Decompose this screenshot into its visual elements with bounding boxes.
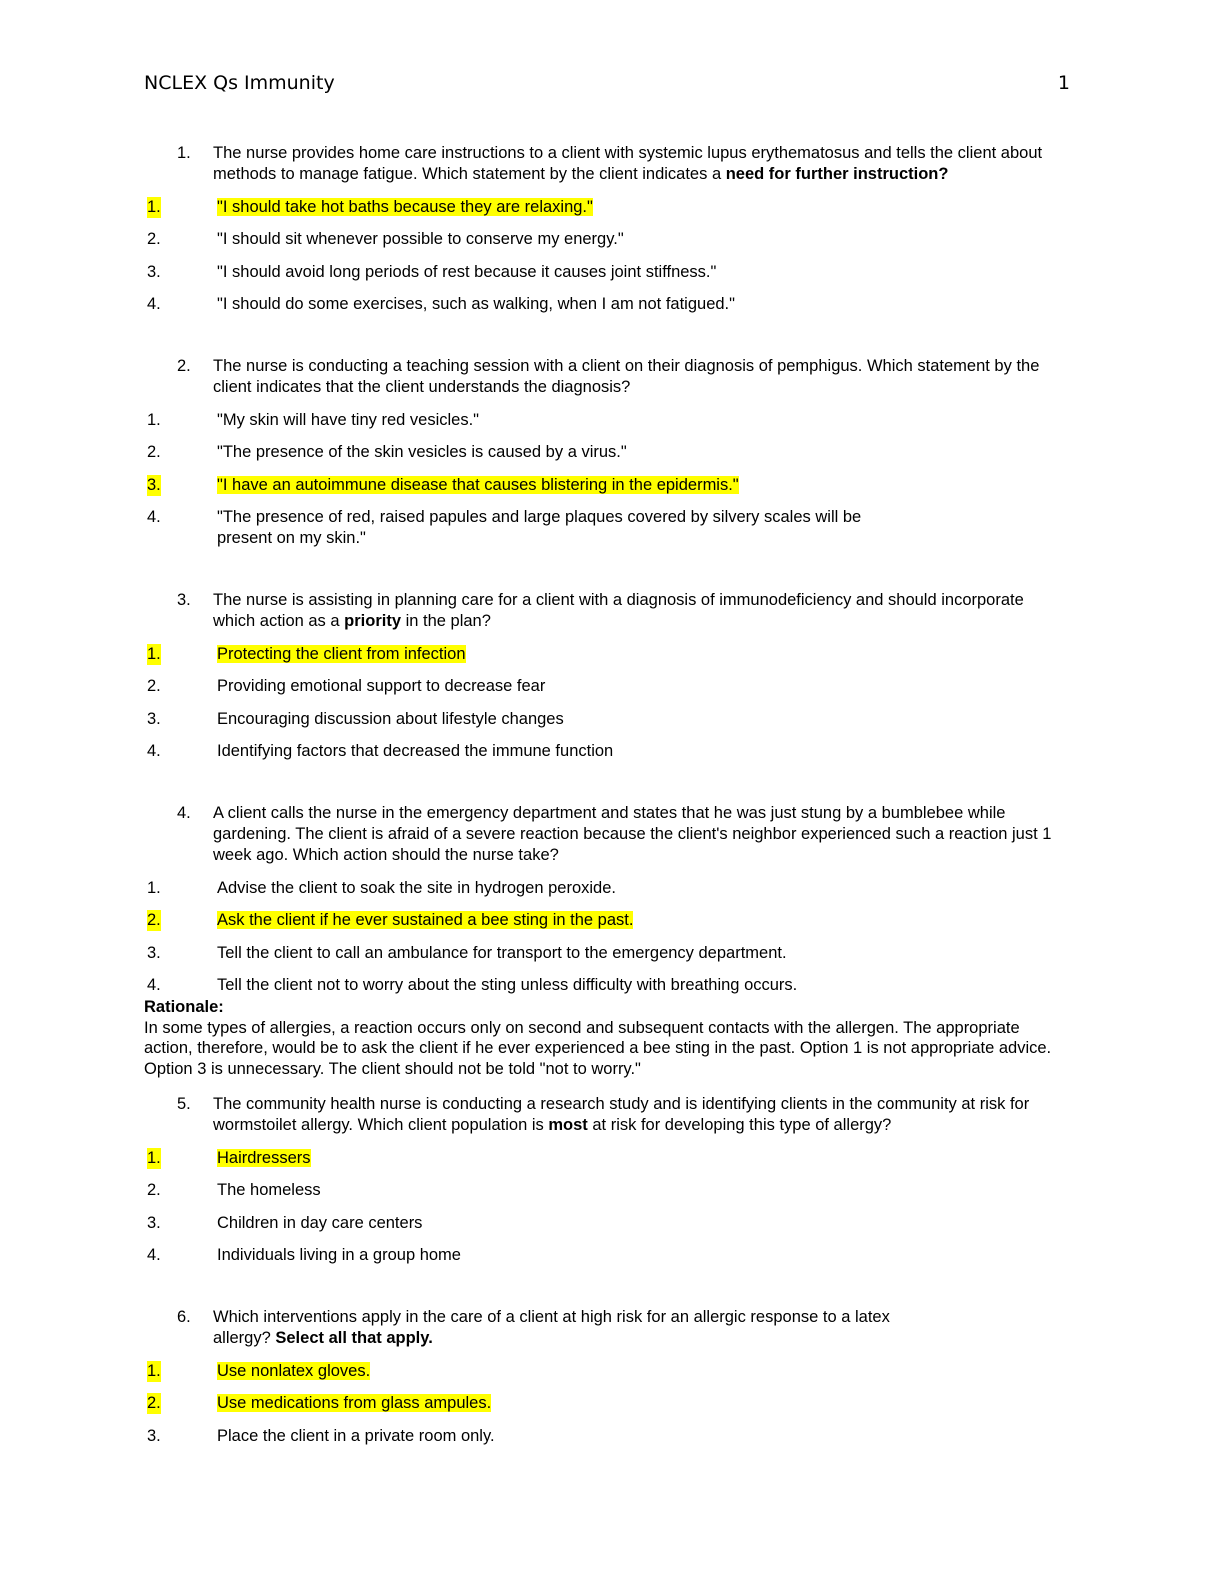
option-number: 2. — [147, 443, 161, 461]
question-number: 1. — [177, 144, 191, 162]
question-text: The community health nurse is conducting a research study and is identifying clients in the community at risk for wormstoilet allergy. Which client population is most at risk for developing this type of allergy? — [213, 1095, 1030, 1134]
option-text: Place the client in a private room only. — [217, 1426, 495, 1445]
option-number: 3. — [147, 1213, 161, 1232]
question-5 — [144, 1094, 1070, 1136]
option-text: Children in day care centers — [217, 1213, 423, 1232]
option-number: 2. — [147, 677, 161, 695]
page-number: 1 — [1057, 72, 1070, 94]
option-number: 2. — [147, 1181, 161, 1199]
option-text: "The presence of the skin vesicles is caused by a virus." — [217, 443, 627, 461]
option-text: Use nonlatex gloves. — [217, 1361, 371, 1380]
q1-option-2 — [144, 229, 1070, 250]
q4-option-1 — [144, 878, 1070, 899]
question-number: 3. — [177, 591, 191, 609]
q3-option-3 — [144, 709, 1070, 730]
option-text: "My skin will have tiny red vesicles." — [217, 410, 480, 429]
option-text: "I should take hot baths because they are relaxing." — [217, 197, 593, 216]
option-number: 3. — [147, 1426, 161, 1445]
q1-option-1 — [144, 197, 1070, 218]
option-number: 1. — [147, 644, 161, 663]
option-number: 4. — [147, 1246, 161, 1264]
question-3 — [144, 590, 1070, 632]
question-text: The nurse is assisting in planning care for a client with a diagnosis of immunodeficiency and should incorporate which action as a priority in the plan? — [213, 591, 1024, 630]
option-text: Advise the client to soak the site in hydrogen peroxide. — [217, 878, 616, 897]
question-emphasis: most — [548, 1116, 588, 1134]
option-number: 3. — [147, 943, 161, 962]
option-number: 1. — [147, 878, 161, 897]
q4-option-3 — [144, 943, 1070, 964]
q2-option-3 — [144, 475, 1070, 496]
page-header — [144, 72, 1070, 100]
q5-option-3 — [144, 1213, 1070, 1234]
option-number: 4. — [147, 976, 161, 994]
q4-option-2 — [144, 910, 1070, 931]
option-number: 3. — [147, 709, 161, 728]
q2-option-2 — [144, 442, 1070, 463]
option-number: 2. — [147, 1394, 161, 1412]
option-text: Identifying factors that decreased the immune function — [217, 742, 614, 760]
option-number: 1. — [147, 197, 161, 216]
question-text: Which interventions apply in the care of a client at high risk for an allergic response to a latex allergy? Select all that apply. — [213, 1308, 890, 1347]
option-number: 4. — [147, 508, 161, 526]
option-text: Individuals living in a group home — [217, 1246, 461, 1264]
question-number: 5. — [177, 1095, 191, 1113]
option-number: 1. — [147, 1361, 161, 1380]
option-text: "I should avoid long periods of rest because it causes joint stiffness." — [217, 262, 717, 281]
question-6 — [144, 1307, 1070, 1349]
document-body — [144, 143, 1070, 1447]
option-text: Tell the client not to worry about the sting unless difficulty with breathing occurs. — [217, 976, 798, 994]
option-text: Tell the client to call an ambulance for transport to the emergency department. — [217, 943, 787, 962]
q3-option-2 — [144, 676, 1070, 697]
question-number: 6. — [177, 1308, 191, 1326]
question-emphasis: priority — [344, 612, 401, 630]
question-1 — [144, 143, 1070, 185]
question-text: A client calls the nurse in the emergency department and states that he was just stung by a bumblebee while gardening. The client is afraid of a severe reaction because the client's neighbor experienced such a reaction just 1 week ago. Which action should the nurse take? — [213, 804, 1052, 864]
q2-option-1 — [144, 410, 1070, 431]
question-2 — [144, 356, 1070, 398]
q4-rationale — [144, 997, 1070, 1079]
option-number: 1. — [147, 410, 161, 429]
q6-option-2 — [144, 1393, 1070, 1414]
q3-option-4 — [144, 741, 1070, 762]
q5-option-2 — [144, 1180, 1070, 1201]
question-text: The nurse is conducting a teaching session with a client on their diagnosis of pemphigus. Which statement by the client indicates that the client understands the diagnosis? — [213, 357, 1040, 396]
q6-option-1 — [144, 1361, 1070, 1382]
option-text: Ask the client if he ever sustained a bee sting in the past. — [217, 911, 634, 929]
option-text: "I should do some exercises, such as walking, when I am not fatigued." — [217, 295, 735, 313]
option-number: 4. — [147, 295, 161, 313]
question-number: 4. — [177, 804, 191, 822]
option-number: 2. — [147, 911, 161, 929]
option-number: 1. — [147, 1148, 161, 1167]
q4-option-4 — [144, 975, 1070, 996]
document-title: NCLEX Qs Immunity — [144, 72, 335, 94]
option-text: "I should sit whenever possible to conserve my energy." — [217, 230, 624, 248]
option-text: "The presence of red, raised papules and large plaques covered by silvery scales will be present on my skin." — [217, 508, 862, 547]
option-text: Encouraging discussion about lifestyle changes — [217, 709, 564, 728]
question-number: 2. — [177, 357, 191, 375]
q5-option-1 — [144, 1148, 1070, 1169]
q1-option-3 — [144, 262, 1070, 283]
rationale-text: In some types of allergies, a reaction occurs only on second and subsequent contacts with the allergen. The appropriate action, therefore, would be to ask the client if he ever experienced a bee sting in the past. Option 1 is not appropriate advice. Option 3 is unnecessary. The client should not be told "not to worry." — [144, 1018, 1052, 1078]
option-text: Providing emotional support to decrease fear — [217, 677, 546, 695]
question-text: The nurse provides home care instructions to a client with systemic lupus erythematosus and tells the client about methods to manage fatigue. Which statement by the client indicates a need for further instruction? — [213, 144, 1043, 183]
question-4 — [144, 803, 1070, 866]
option-text: Use medications from glass ampules. — [217, 1394, 492, 1412]
option-text: Protecting the client from infection — [217, 644, 466, 663]
question-emphasis: need for further instruction? — [725, 165, 949, 183]
option-text: Hairdressers — [217, 1148, 311, 1167]
option-number: 3. — [147, 475, 161, 494]
question-emphasis: Select all that apply. — [275, 1329, 433, 1347]
option-text: "I have an autoimmune disease that causes blistering in the epidermis." — [217, 475, 739, 494]
q3-option-1 — [144, 644, 1070, 665]
q2-option-4 — [144, 507, 1070, 549]
q5-option-4 — [144, 1245, 1070, 1266]
q1-option-4 — [144, 294, 1070, 315]
rationale-title: Rationale: — [144, 998, 224, 1016]
option-number: 4. — [147, 742, 161, 760]
option-number: 3. — [147, 262, 161, 281]
option-text: The homeless — [217, 1181, 321, 1199]
option-number: 2. — [147, 230, 161, 248]
q6-option-3 — [144, 1426, 1070, 1447]
